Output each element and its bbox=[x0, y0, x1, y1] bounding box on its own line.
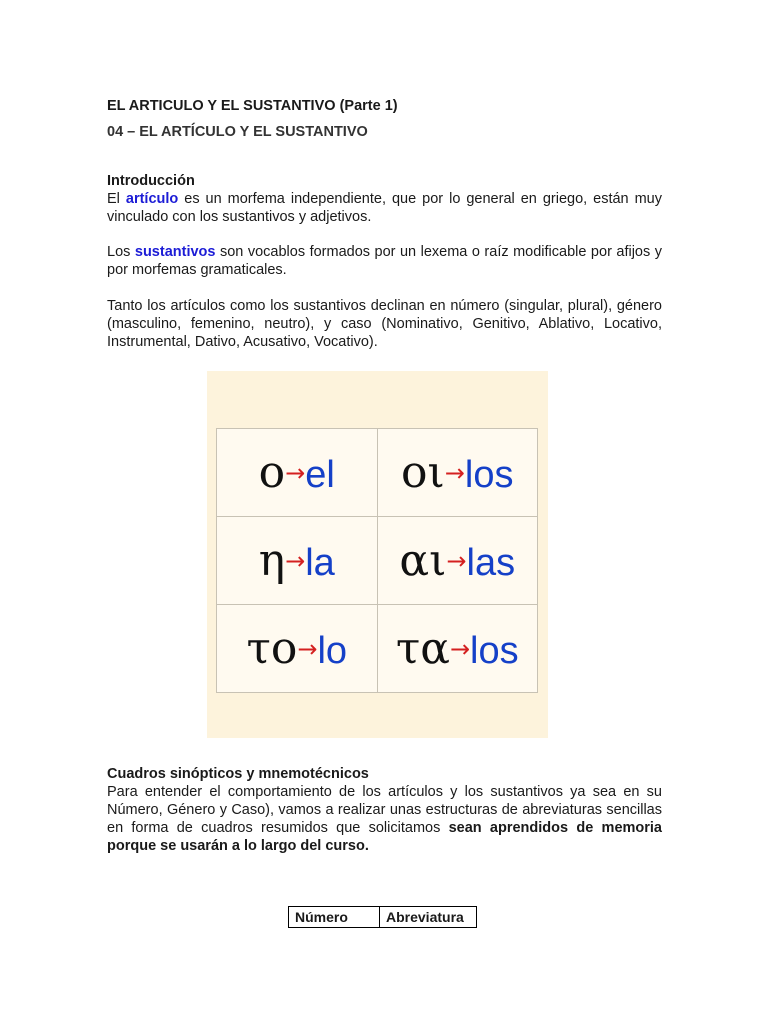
document-title: EL ARTICULO Y EL SUSTANTIVO (Parte 1) bbox=[107, 98, 398, 114]
section2-paragraph bbox=[107, 783, 662, 855]
intro-paragraph-2 bbox=[107, 243, 662, 279]
p2-rest: son vocablos formados por un lexema o raíz modificable por afijos y por morfemas gramaticales. bbox=[107, 244, 662, 278]
article-row bbox=[217, 605, 538, 693]
section2-text: Para entender el comportamiento de los artículos y los sustantivos ya sea en su Número, Género y Caso), vamos a realizar unas estructuras de abreviaturas sencillas en forma de cuadros resumidos que solicitamos bbox=[107, 784, 662, 836]
arrow-right-icon: → bbox=[297, 635, 318, 663]
number-table-header-row bbox=[289, 907, 477, 928]
spanish-article: lo bbox=[317, 630, 348, 672]
articles-table bbox=[216, 428, 538, 693]
intro-heading: Introducción bbox=[107, 173, 195, 189]
article-cell bbox=[217, 605, 378, 693]
header-numero: Número bbox=[289, 907, 380, 928]
arrow-right-icon: → bbox=[285, 459, 306, 487]
article-row bbox=[217, 517, 538, 605]
number-table bbox=[288, 906, 477, 928]
intro-paragraph-1 bbox=[107, 190, 662, 226]
arrow-right-icon: → bbox=[449, 635, 471, 663]
header-abreviatura: Abreviatura bbox=[380, 907, 477, 928]
spanish-article: el bbox=[305, 454, 335, 496]
arrow-right-icon: → bbox=[285, 547, 306, 575]
greek-article: το bbox=[246, 623, 298, 674]
article-cell bbox=[377, 605, 538, 693]
p1-start: El bbox=[107, 191, 126, 207]
spanish-article: los bbox=[470, 630, 519, 672]
greek-article: η bbox=[258, 535, 286, 586]
p2-start: Los bbox=[107, 244, 135, 260]
articles-figure bbox=[207, 371, 548, 738]
document-subtitle: 04 – EL ARTÍCULO Y EL SUSTANTIVO bbox=[107, 124, 368, 140]
intro-section bbox=[107, 172, 662, 226]
article-cell bbox=[217, 517, 378, 605]
arrow-right-icon: → bbox=[446, 547, 467, 575]
spanish-article: los bbox=[464, 454, 514, 496]
spanish-article: las bbox=[466, 542, 516, 584]
arrow-right-icon: → bbox=[444, 459, 465, 487]
article-cell bbox=[377, 517, 538, 605]
term-sustantivos: sustantivos bbox=[134, 244, 216, 260]
article-cell bbox=[377, 429, 538, 517]
p1-rest: es un morfema independiente, que por lo general en griego, están muy vinculado con los sustantivos y adjetivos. bbox=[107, 191, 663, 225]
article-row bbox=[217, 429, 538, 517]
greek-article: οι bbox=[401, 447, 445, 498]
spanish-article: la bbox=[305, 542, 335, 584]
section2-bold-text: sean aprendidos de memoria porque se usarán a lo largo del curso. bbox=[107, 820, 662, 854]
term-articulo: artículo bbox=[125, 191, 179, 207]
intro-paragraph-3: Tanto los artículos como los sustantivos declinan en número (singular, plural), género (masculino, femenino, neutro), y caso (Nominativo, Genitivo, Ablativo, Locativo, Instrumental, Dativo, Acusativo, Vocativo). bbox=[107, 298, 662, 350]
section2-heading: Cuadros sinópticos y mnemotécnicos bbox=[107, 766, 369, 782]
greek-article: αι bbox=[399, 535, 447, 586]
greek-article: τα bbox=[395, 623, 450, 674]
article-cell bbox=[217, 429, 378, 517]
section2 bbox=[107, 765, 662, 855]
greek-article: ο bbox=[258, 447, 286, 498]
